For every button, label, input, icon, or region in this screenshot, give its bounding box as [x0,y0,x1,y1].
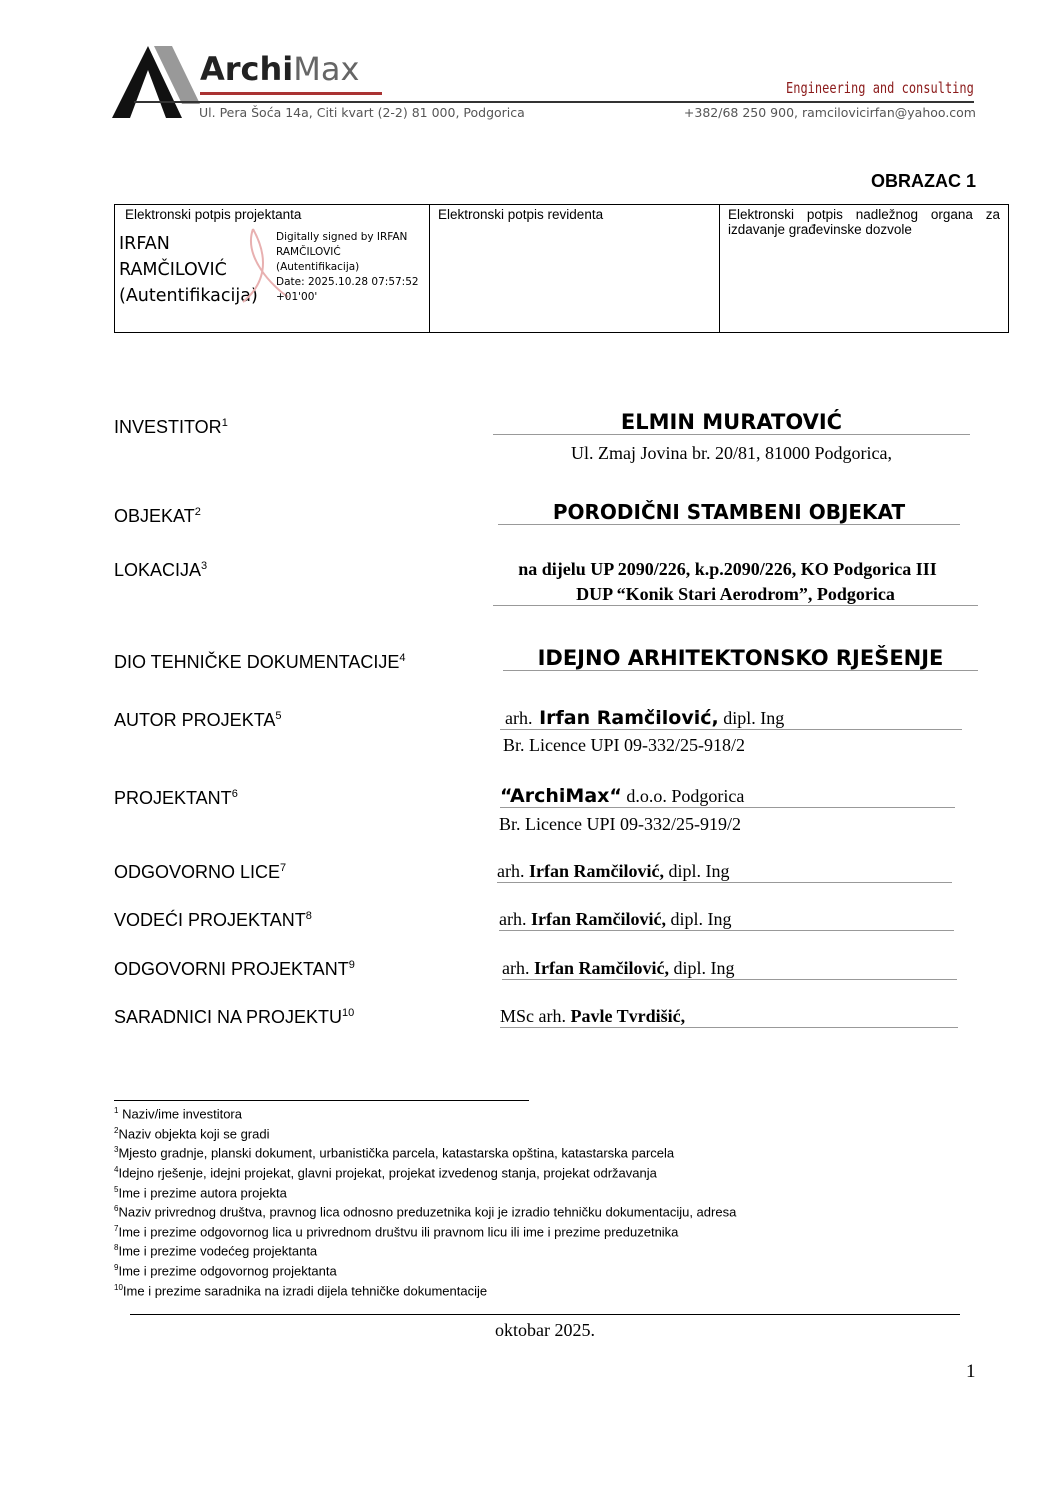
vodeci-value: arh. Irfan Ramčilović, dipl. Ing [499,909,954,931]
investitor-value: ELMIN MURATOVIĆ [493,410,970,435]
projektant-licence: Br. Licence UPI 09-332/25-919/2 [499,814,741,834]
designer-signature-cell[interactable] [115,205,430,333]
odgovorni-label: ODGOVORNI PROJEKTANT$^9$ [114,959,355,979]
autor-licence: Br. Licence UPI 09-332/25-918/2 [503,735,745,755]
odgovorno-lice-label: ODGOVORNO LICE$^7$ [114,862,287,882]
autor-label: AUTOR PROJEKTA$^5$ [114,710,282,730]
authority-signature-title: Elektronski potpis nadležnog organa za izdavanje građevinske dozvole [728,207,1000,237]
reviewer-signature-cell[interactable] [430,205,720,333]
signature-details: Digitally signed by IRFAN RAMČILOVIĆ (Autentifikacija) Date: 2025.10.28 07:57:52 +01'00' [276,231,419,303]
footnote: $^4$Idejno rješenje, idejni projekat, glavni projekat, projekat izvedenog stanja, projekat održavanja [114,1164,657,1181]
projektant-value: “ArchiMax“ d.o.o. Podgorica [500,785,955,808]
authority-signature-cell[interactable] [720,205,1009,333]
footnote-separator [114,1100,529,1101]
lokacija-value: na dijelu UP 2090/226, k.p.2090/226, KO Podgorica III [518,559,937,579]
saradnici-label: SARADNICI NA PROJEKTU$^{10}$ [114,1007,355,1027]
designer-signature-title: Elektronski potpis projektanta [125,207,302,222]
page-number: 1 [966,1361,976,1382]
odgovorno-lice-value: arh. Irfan Ramčilović, dipl. Ing [497,861,952,883]
footnote: $^1$ Naziv/ime investitora [114,1106,242,1122]
footer-rule [130,1314,960,1315]
logo-wordmark: ArchiMax [200,50,360,88]
signer-name: IRFAN RAMČILOVIĆ (Autentifikacija) [119,234,258,306]
objekat-label: OBJEKAT$^2$ [114,506,201,526]
projektant-label: PROJEKTANT$^6$ [114,788,238,808]
logo-underline [200,92,382,95]
header-rule [134,101,974,103]
company-address: Ul. Pera Šoća 14a, Citi kvart (2-2) 81 000, Podgorica [199,105,525,120]
dio-value: IDEJNO ARHITEKTONSKO RJEŠENJE [503,646,978,671]
footnote: $^5$Ime i prezime autora projekta [114,1184,287,1200]
dio-label: DIO TEHNIČKE DOKUMENTACIJE$^4$ [114,652,406,672]
vodeci-label: VODEĆI PROJEKTANT$^8$ [114,910,312,930]
footnote: $^3$Mjesto gradnje, planski dokument, urbanistička parcela, katastarska opština, katastarska parcela [114,1145,675,1161]
form-id: OBRAZAC 1 [870,171,976,191]
reviewer-signature-title: Elektronski potpis revidenta [438,207,604,222]
footnote: $^2$Naziv objekta koji se gradi [114,1125,270,1141]
signature-table [114,204,1009,333]
footnote: $^7$Ime i prezime odgovornog lica u privrednom društvu ili pravnom licu ili ime i prezime preduzetnika [114,1223,679,1240]
investitor-address: Ul. Zmaj Jovina br. 20/81, 81000 Podgorica, [571,443,892,463]
objekat-value: PORODIČNI STAMBENI OBJEKAT [498,500,960,525]
saradnici-value: MSc arh. Pavle Tvrdišić, [500,1006,958,1028]
lokacija-label: LOKACIJA$^3$ [114,560,208,580]
footnote: $^6$Naziv privrednog društva, pravnog lica odnosno preduzetnika koji je izradio tehničku dokumentaciju, adresa [114,1204,737,1220]
tagline: Engineering and consulting [786,79,974,97]
lokacija-plan: DUP “Konik Stari Aerodrom”, Podgorica [493,584,978,606]
autor-value: arh. Irfan Ramčilović, dipl. Ing [500,707,962,730]
company-contact: +382/68 250 900, ramcilovicirfan@yahoo.com [683,105,976,120]
footnote: $^9$Ime i prezime odgovornog projektanta [114,1263,337,1279]
archimax-logo-icon [112,46,202,120]
odgovorni-value: arh. Irfan Ramčilović, dipl. Ing [502,958,957,980]
footnote: $^8$Ime i prezime vodećeg projektanta [114,1243,318,1259]
footnote: $^{10}$Ime i prezime saradnika na izradi dijela tehničke dokumentacije [114,1282,488,1298]
investitor-label: INVESTITOR$^1$ [114,417,228,437]
footnotes [114,1103,736,1299]
footer-date: oktobar 2025. [495,1320,595,1340]
